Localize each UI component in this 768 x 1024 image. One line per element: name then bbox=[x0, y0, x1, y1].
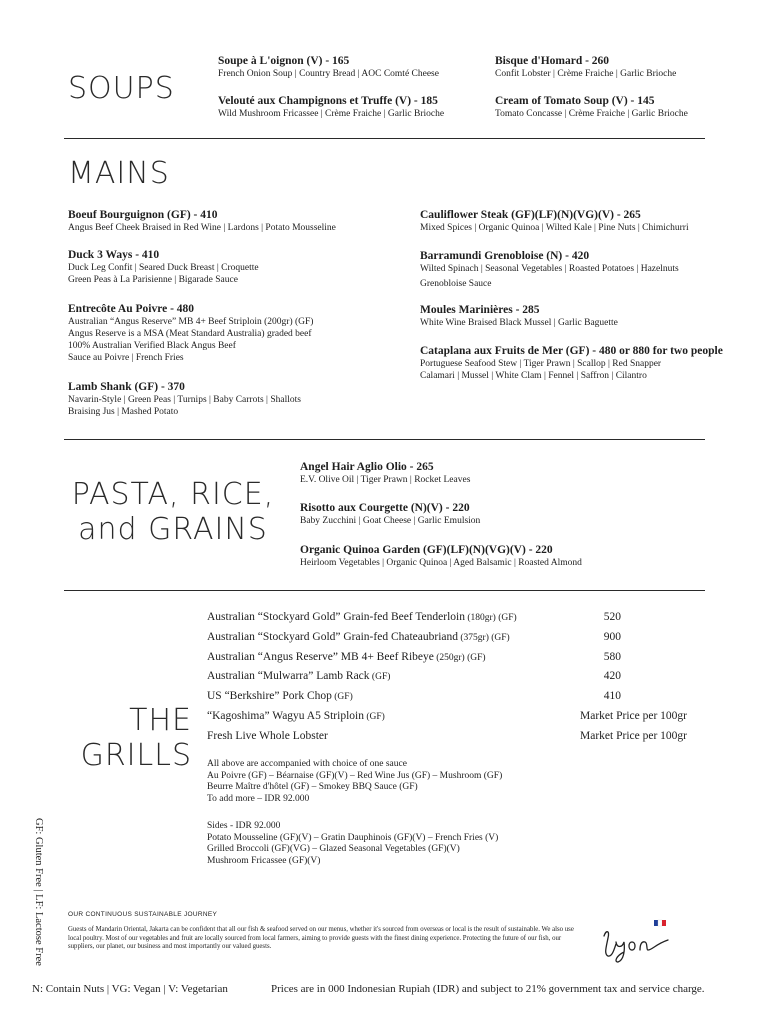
item-desc: Heirloom Vegetables | Organic Quinoa | Aged Balsamic | Roasted Almond bbox=[300, 558, 582, 568]
lyon-logo-icon bbox=[598, 916, 678, 964]
grill-row bbox=[207, 631, 687, 651]
pasta-item bbox=[300, 543, 582, 569]
item-desc: 100% Australian Verified Black Angus Beef bbox=[68, 341, 236, 351]
grill-price: 580 bbox=[603, 651, 621, 663]
grill-name: Fresh Live Whole Lobster bbox=[207, 730, 328, 742]
dietary-legend: N: Contain Nuts | VG: Vegan | V: Vegetarian bbox=[32, 983, 228, 995]
item-name: Boeuf Bourguignon (GF) - 410 bbox=[68, 209, 218, 221]
main-item bbox=[68, 380, 301, 418]
note-line: Beurre Maître d'hôtel (GF) – Smokey BBQ Sauce (GF) bbox=[207, 782, 418, 792]
item-name: Entrecôte Au Poivre - 480 bbox=[68, 303, 195, 315]
note-line: Mushroom Fricassee (GF)(V) bbox=[207, 855, 321, 866]
item-desc: Angus Beef Cheek Braised in Red Wine | Lardons | Potato Mousseline bbox=[68, 223, 336, 233]
grill-price: 410 bbox=[603, 690, 621, 702]
grill-name: Australian “Stockyard Gold” Grain-fed Beef Tenderloin (180gr) (GF) bbox=[207, 611, 517, 623]
item-desc: Green Peas à La Parisienne | Bigarade Sauce bbox=[68, 275, 238, 285]
item-desc: Angus Reserve is a MSA (Meat Standard Australia) graded beef bbox=[68, 329, 312, 339]
grill-weight: (250gr) (GF) bbox=[433, 653, 486, 663]
item-name: Lamb Shank (GF) - 370 bbox=[68, 381, 185, 393]
grill-weight: (375gr) (GF) bbox=[458, 633, 510, 643]
note-line: Sides - IDR 92.000 bbox=[207, 821, 281, 831]
grill-name: “Kagoshima” Wagyu A5 Striploin (GF) bbox=[207, 710, 385, 722]
item-desc: Tomato Concasse | Crème Fraiche | Garlic Brioche bbox=[495, 109, 688, 119]
item-name: Organic Quinoa Garden (GF)(LF)(N)(VG)(V) - 220 bbox=[300, 544, 553, 556]
grill-row bbox=[207, 710, 687, 730]
item-name: Soupe à L'oignon (V) - 165 bbox=[218, 55, 350, 67]
item-desc: Calamari | Mussel | White Clam | Fennel | Saffron | Cilantro bbox=[420, 371, 647, 381]
main-item bbox=[68, 248, 259, 286]
price-disclaimer: Prices are in 000 Indonesian Rupiah (IDR) and subject to 21% government tax and service charge. bbox=[271, 983, 705, 995]
grill-price: 900 bbox=[603, 631, 621, 643]
grill-weight: (GF) bbox=[363, 712, 385, 722]
main-item bbox=[420, 249, 679, 290]
side-notes bbox=[207, 821, 498, 867]
item-desc: Confit Lobster | Crème Fraiche | Garlic Brioche bbox=[495, 69, 677, 79]
item-desc: Grenobloise Sauce bbox=[420, 279, 492, 289]
grill-weight: (GF) bbox=[369, 672, 391, 682]
dietary-legend-vertical: GF: Gluten Free | LF: Lactose Free bbox=[33, 818, 44, 966]
item-name: Cataplana aux Fruits de Mer (GF) - 480 or 880 for two people bbox=[420, 345, 723, 357]
item-name: Barramundi Grenobloise (N) - 420 bbox=[420, 250, 590, 262]
grills-title bbox=[78, 704, 192, 773]
grill-name: Australian “Angus Reserve” MB 4+ Beef Ribeye (250gr) (GF) bbox=[207, 651, 486, 663]
note-line: To add more – IDR 92.000 bbox=[207, 793, 310, 804]
pasta-title-line2: and GRAINS bbox=[78, 511, 268, 547]
grill-row bbox=[207, 690, 687, 710]
grills-title-line1: THE bbox=[129, 703, 192, 738]
sustainability-text: Guests of Mandarin Oriental, Jakarta can be confident that all our fish & seafood served on our menus, whether it's sourced from overseas or local is the result of sustainable. We also use local poultry. Most of our vegetables and fruit are locally sourced from local farmers, aiming to provide guests with the finest dining experience. Protecting the future of our fish, our suppliers, our planet, our business and most importantly our valued guests. bbox=[68, 926, 574, 950]
grill-name: Australian “Stockyard Gold” Grain-fed Chateaubriand (375gr) (GF) bbox=[207, 631, 510, 643]
grill-price: 520 bbox=[603, 611, 621, 623]
pasta-title bbox=[68, 478, 278, 547]
grill-row bbox=[207, 670, 687, 690]
item-desc: E.V. Olive Oil | Tiger Prawn | Rocket Leaves bbox=[300, 475, 471, 485]
note-line: Au Poivre (GF) – Béarnaise (GF)(V) – Red Wine Jus (GF) – Mushroom (GF) bbox=[207, 770, 503, 781]
soup-item bbox=[218, 94, 444, 120]
soup-item bbox=[495, 94, 688, 120]
mains-title: MAINS bbox=[68, 156, 170, 191]
main-item bbox=[420, 344, 723, 382]
grill-price: Market Price per 100gr bbox=[580, 710, 687, 722]
item-desc: Duck Leg Confit | Seared Duck Breast | Croquette bbox=[68, 263, 259, 273]
soup-item bbox=[495, 54, 676, 80]
item-name: Risotto aux Courgette (N)(V) - 220 bbox=[300, 502, 470, 514]
grill-name: Australian “Mulwarra” Lamb Rack (GF) bbox=[207, 670, 391, 682]
grill-price: Market Price per 100gr bbox=[580, 730, 687, 742]
note-line: Potato Mousseline (GF)(V) – Gratin Dauphinois (GF)(V) – French Fries (V) bbox=[207, 832, 499, 843]
note-line: All above are accompanied with choice of one sauce bbox=[207, 759, 407, 769]
item-name: Duck 3 Ways - 410 bbox=[68, 249, 160, 261]
item-name: Cauliflower Steak (GF)(LF)(N)(VG)(V) - 265 bbox=[420, 209, 641, 221]
divider bbox=[64, 138, 705, 139]
item-desc: Mixed Spices | Organic Quinoa | Wilted Kale | Pine Nuts | Chimichurri bbox=[420, 223, 689, 233]
grill-row bbox=[207, 730, 687, 750]
soup-item bbox=[218, 54, 439, 80]
item-name: Moules Marinières - 285 bbox=[420, 304, 540, 316]
item-name: Bisque d'Homard - 260 bbox=[495, 55, 610, 67]
item-desc: Sauce au Poivre | French Fries bbox=[68, 353, 184, 363]
soups-title: SOUPS bbox=[68, 71, 175, 106]
grills-title-line2: GRILLS bbox=[80, 737, 192, 773]
item-desc: Braising Jus | Mashed Potato bbox=[68, 407, 179, 417]
lyon-logo bbox=[598, 916, 678, 964]
sauce-notes bbox=[207, 759, 502, 805]
grill-row bbox=[207, 651, 687, 671]
pasta-item bbox=[300, 501, 480, 527]
grill-weight: (GF) bbox=[331, 692, 353, 702]
item-desc: Portuguese Seafood Stew | Tiger Prawn | Scallop | Red Snapper bbox=[420, 359, 662, 369]
item-name: Cream of Tomato Soup (V) - 145 bbox=[495, 95, 655, 107]
divider bbox=[64, 590, 705, 591]
divider bbox=[64, 439, 705, 440]
note-line: Grilled Broccoli (GF)(VG) – Glazed Seasonal Vegetables (GF)(V) bbox=[207, 844, 460, 854]
pasta-title-line1: PASTA, RICE, bbox=[71, 477, 275, 512]
item-desc: White Wine Braised Black Mussel | Garlic Baguette bbox=[420, 318, 618, 328]
item-desc: Australian “Angus Reserve” MB 4+ Beef Striploin (200gr) (GF) bbox=[68, 317, 314, 327]
item-name: Angel Hair Aglio Olio - 265 bbox=[300, 461, 434, 473]
item-desc: Wild Mushroom Fricassee | Crème Fraiche | Garlic Brioche bbox=[218, 109, 445, 119]
grill-weight: (180gr) (GF) bbox=[464, 613, 517, 623]
item-desc: Baby Zucchini | Goat Cheese | Garlic Emulsion bbox=[300, 516, 481, 526]
item-desc: French Onion Soup | Country Bread | AOC Comté Cheese bbox=[218, 69, 439, 79]
main-item bbox=[420, 303, 618, 329]
grill-name: US “Berkshire” Pork Chop (GF) bbox=[207, 690, 353, 702]
sustainability-title: OUR CONTINUOUS SUSTAINABLE JOURNEY bbox=[68, 911, 218, 918]
pasta-item bbox=[300, 460, 470, 486]
grill-price: 420 bbox=[603, 670, 621, 682]
grill-row bbox=[207, 611, 687, 631]
item-name: Velouté aux Champignons et Truffe (V) - 185 bbox=[218, 95, 438, 107]
item-desc: Navarin-Style | Green Peas | Turnips | Baby Carrots | Shallots bbox=[68, 395, 301, 405]
main-item bbox=[420, 208, 689, 234]
item-desc: Wilted Spinach | Seasonal Vegetables | Roasted Potatoes | Hazelnuts bbox=[420, 264, 679, 274]
main-item bbox=[68, 208, 336, 234]
main-item bbox=[68, 302, 313, 364]
